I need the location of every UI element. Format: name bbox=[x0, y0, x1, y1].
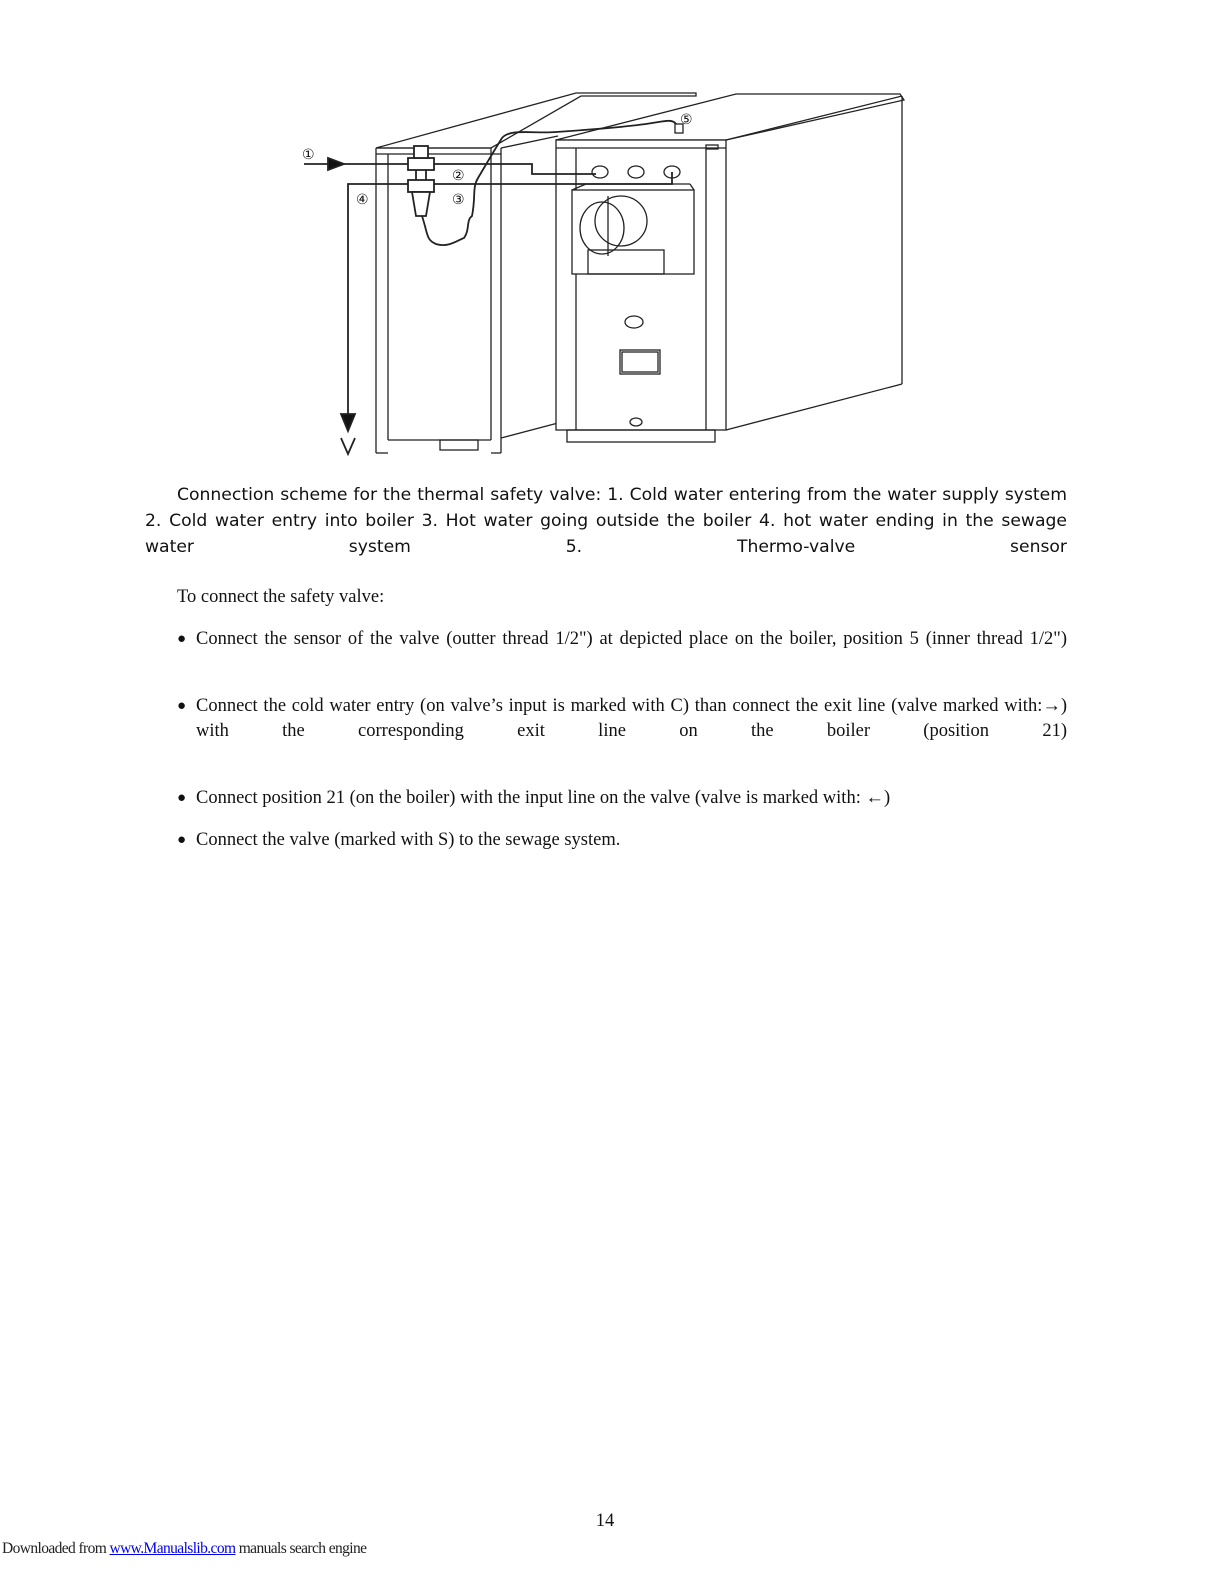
intro-text: To connect the safety valve: bbox=[177, 587, 385, 607]
page-number: 14 bbox=[595, 1511, 615, 1531]
list-item bbox=[177, 694, 1067, 769]
footer-prefix: Downloaded from bbox=[2, 1540, 110, 1557]
list-item bbox=[177, 828, 1067, 853]
bullet-icon: ● bbox=[177, 790, 187, 806]
bullet-icon: ● bbox=[177, 832, 187, 848]
list-item-text: Connect the sensor of the valve (outter thread 1/2") at depicted place on the boiler, position 5 (inner thread 1/2") bbox=[196, 629, 1067, 649]
thermal-valve-connection-diagram bbox=[296, 88, 916, 468]
list-item bbox=[177, 786, 1067, 811]
label-4: ④ bbox=[356, 192, 369, 208]
instruction-list bbox=[177, 627, 1067, 870]
list-item bbox=[177, 627, 1067, 677]
figure-caption: Connection scheme for the thermal safety valve: 1. Cold water entering from the water supply system 2. Cold water entry into boiler 3. Hot water going outside the boiler 4. hot water ending in the sewage water system 5. Thermo-valve sensor bbox=[145, 485, 1067, 557]
boiler-front-unit bbox=[556, 94, 904, 442]
list-item-text: Connect the cold water entry (on valve’s input is marked with C) than connect the exit line (valve marked with:→) with the corresponding exit line on the boiler (position 21) bbox=[196, 696, 1067, 741]
download-footer bbox=[2, 1540, 366, 1558]
list-item-text: Connect the valve (marked with S) to the sewage system. bbox=[196, 830, 621, 850]
label-2: ② bbox=[452, 168, 465, 184]
bullet-icon: ● bbox=[177, 631, 187, 647]
label-3: ③ bbox=[452, 192, 465, 208]
list-item-text: Connect position 21 (on the boiler) with the input line on the valve (valve is marked with: ←) bbox=[196, 788, 891, 808]
manualslib-link[interactable]: www.Manualslib.com bbox=[109, 1540, 236, 1557]
bullet-icon: ● bbox=[177, 698, 187, 714]
label-5: ⑤ bbox=[680, 112, 693, 128]
label-1: ① bbox=[302, 147, 315, 163]
footer-suffix: manuals search engine bbox=[235, 1540, 367, 1557]
